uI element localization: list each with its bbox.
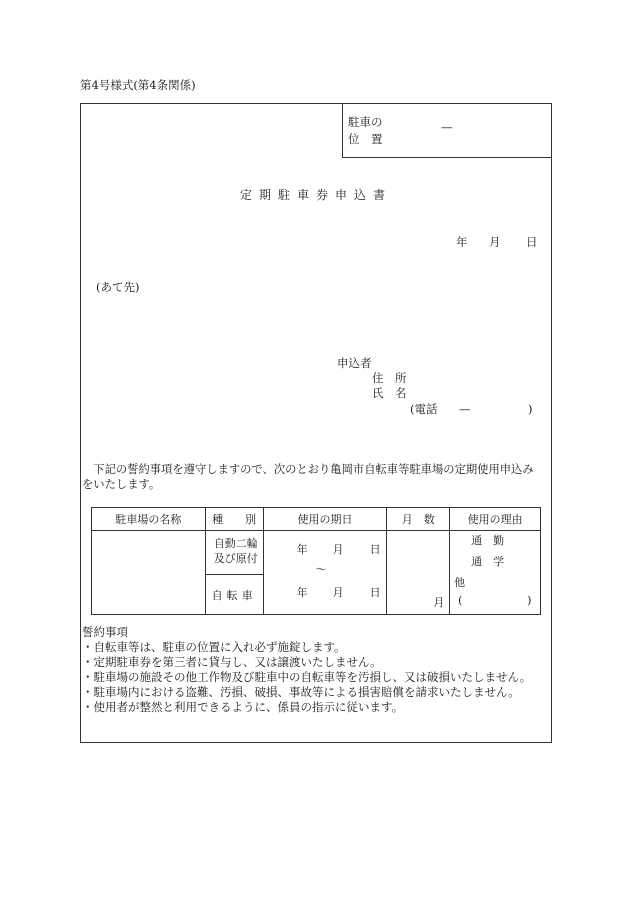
facility-name-cell: [92, 531, 206, 615]
reason-paren-close: ): [527, 594, 532, 607]
reason-commute-school: 通 学: [471, 555, 505, 568]
reason-other: 他: [454, 576, 466, 589]
pledge-heading: 誓約事項: [82, 625, 128, 639]
intro-line-2: をいたします。: [82, 478, 161, 491]
name-label: 氏 名: [372, 386, 407, 400]
period-tilde: 〜: [315, 563, 327, 576]
addressee-label: (あて先): [96, 280, 140, 294]
months-unit: 月: [433, 596, 445, 609]
period-end-day: 日: [369, 586, 381, 599]
period-start-year: 年: [296, 543, 308, 556]
header-period: 使用の期日: [263, 508, 387, 531]
table-row: [92, 531, 541, 575]
date-year: 年: [456, 235, 468, 249]
type-motorcycle-cell: [205, 531, 263, 575]
intro-line-1: 下記の誓約事項を遵守しますので、次のとおり亀岡市自転車等駐車場の定期使用申込み: [82, 463, 534, 476]
header-type: 種 別: [205, 508, 263, 531]
pledge-item-1: ・自転車等は、駐車の位置に入れ必ず施錠します。: [82, 640, 346, 654]
months-cell: [387, 531, 450, 615]
period-end-year: 年: [296, 586, 308, 599]
usage-table: [91, 507, 541, 615]
table-header-row: [92, 508, 541, 531]
period-start-day: 日: [369, 543, 381, 556]
phone-dash: —: [459, 402, 471, 416]
period-start-month: 月: [332, 543, 344, 556]
period-end-month: 月: [332, 586, 344, 599]
phone-label: (電話: [410, 402, 438, 416]
phone-close: ): [528, 402, 533, 416]
date-day: 日: [526, 235, 538, 249]
type-motorcycle-line2: 及び原付: [213, 552, 258, 565]
pledge-item-5: ・使用者が整然と利用できるように、係員の指示に従います。: [82, 700, 404, 714]
header-reason: 使用の理由: [450, 508, 541, 531]
location-dash: —: [441, 120, 453, 134]
address-label: 住 所: [372, 371, 407, 385]
pledge-item-2: ・定期駐車券を第三者に貸与し、又は譲渡いたしません。: [82, 655, 382, 669]
period-cell: [263, 531, 387, 615]
applicant-heading: 申込者: [337, 356, 372, 370]
form-title: 定期駐車券申込書: [239, 188, 392, 202]
type-motorcycle-line1: 自動二輪: [213, 537, 258, 550]
location-label-line2: 位 置: [348, 132, 383, 146]
pledge-item-3: ・駐車場の施設その他工作物及び駐車中の自転車等を汚損し、又は破損いたしません。: [82, 670, 532, 684]
pledge-item-4: ・駐車場内における盗難、汚損、破損、事故等による損害賠償を請求いたしません。: [82, 685, 520, 699]
parking-location-box: [342, 103, 552, 158]
type-bicycle-cell: 自転車: [205, 575, 263, 615]
location-label-line1: 駐車の: [348, 115, 383, 129]
reason-paren-open: (: [458, 594, 463, 607]
header-facility-name: 駐車場の名称: [92, 508, 206, 531]
reason-commute-work: 通 勤: [471, 534, 505, 547]
reason-cell: [450, 531, 541, 615]
form-number-label: 第4号様式(第4条関係): [80, 78, 196, 92]
date-month: 月: [489, 235, 501, 249]
header-months: 月 数: [387, 508, 450, 531]
